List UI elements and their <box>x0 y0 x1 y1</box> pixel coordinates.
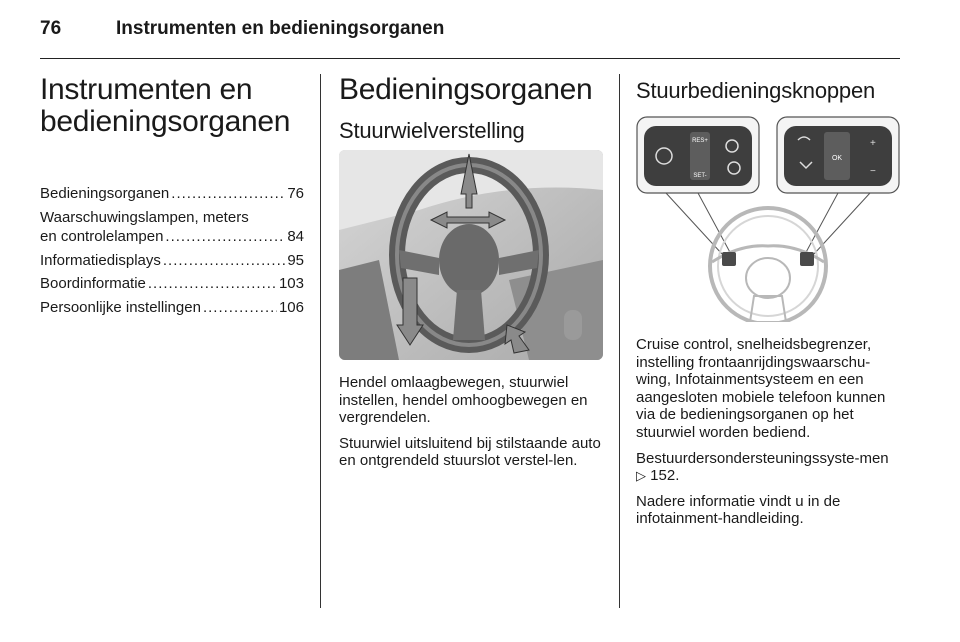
section-title: Bedieningsorganen <box>339 73 593 106</box>
volume-down-icon: − <box>870 166 876 177</box>
toc-leader <box>171 184 285 204</box>
subsection-title: Stuurbedieningsknoppen <box>636 78 876 103</box>
paragraph: Stuurwiel uitsluitend bij stilstaande auto en ontgrendeld stuurslot verstel-len. <box>339 434 601 470</box>
triangle-right-icon: ▷ <box>636 468 646 484</box>
steering-wheel-illustration <box>339 150 603 360</box>
toc-entry-page: 106 <box>278 298 304 316</box>
table-of-contents <box>40 184 304 317</box>
page-number: 76 <box>40 18 62 39</box>
steering-wheel-adjustment-illustration <box>339 150 603 360</box>
res-button-label: RES+ <box>692 138 708 144</box>
toc-entry[interactable] <box>40 251 304 271</box>
steering-controls-text <box>636 336 900 536</box>
chapter-title-line1: Instrumenten en <box>40 73 253 106</box>
set-button-label: SET- <box>693 173 707 179</box>
toc-entry-page: 84 <box>287 228 304 245</box>
steering-controls-illustration <box>636 116 900 322</box>
paragraph: Cruise control, snelheidsbegrenzer, instelling frontaanrijdingswaarschu-wing, Infotainmentsysteem en een aangesloten mobiele telefoon kunnen via de bedieningsorganen op het stuurwiel worden bediend. <box>636 336 886 441</box>
paragraph: Hendel omlaagbewegen, stuurwiel instellen, hendel omhoogbewegen en vergrendelen. <box>339 374 588 427</box>
toc-entry-label: Persoonlijke instellingen <box>40 298 201 316</box>
steering-adjust-column <box>339 74 603 614</box>
steering-wheel-controls-illustration <box>636 116 900 322</box>
toc-entry[interactable] <box>40 298 304 318</box>
toc-entry[interactable] <box>40 208 304 247</box>
subsection-title: Stuurwielverstelling <box>339 118 525 143</box>
page-header <box>40 18 900 58</box>
toc-leader <box>163 251 285 271</box>
chapter-title <box>40 74 304 138</box>
toc-leader <box>203 298 277 318</box>
toc-entry[interactable] <box>40 274 304 294</box>
volume-up-icon: + <box>870 138 876 149</box>
ok-button-label: OK <box>831 155 843 162</box>
toc-entry-page: 95 <box>287 251 304 269</box>
toc-entry-label: Boordinformatie <box>40 275 146 292</box>
column-divider <box>619 74 620 608</box>
paragraph: Nadere informatie vindt u in de infotainment-handleiding. <box>636 492 841 528</box>
page-reference-link[interactable]: 152. <box>650 467 680 485</box>
toc-entry-page: 103 <box>278 275 304 292</box>
toc-entry-label: Bedieningsorganen <box>40 185 170 202</box>
running-title: Instrumenten en bedieningsorganen <box>116 18 445 39</box>
toc-entry-label: Informatiedisplays <box>40 251 161 269</box>
steering-adjust-text <box>339 374 603 478</box>
paragraph-text: Bestuurdersondersteuningssyste-men <box>636 449 889 467</box>
steering-controls-column <box>636 74 900 614</box>
chapter-title-line2: bedieningsorganen <box>40 105 291 138</box>
column-divider <box>320 74 321 608</box>
toc-entry-label: en controlelampen <box>40 228 164 245</box>
toc-column <box>40 74 304 321</box>
toc-entry-label-line1: Waarschuwingslampen, meters <box>40 208 249 226</box>
paragraph <box>636 450 900 485</box>
toc-entry[interactable] <box>40 184 304 204</box>
toc-entry-page: 76 <box>287 185 304 202</box>
toc-leader <box>148 274 277 294</box>
header-divider <box>40 58 900 59</box>
toc-leader <box>165 227 285 247</box>
